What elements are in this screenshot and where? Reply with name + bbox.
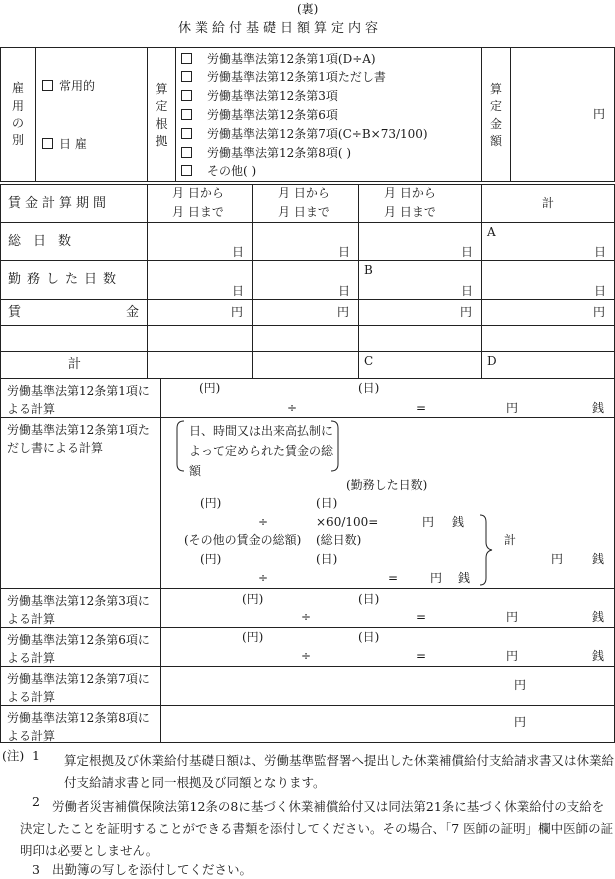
hourly-wage-desc: 日、時間又は出来高払制によって定められた賃金の総額 xyxy=(189,424,334,478)
day-paren: (日) xyxy=(358,630,380,644)
wage-period-label: 賃金計算期間 xyxy=(8,196,111,211)
yen-unit: 円 xyxy=(231,305,244,319)
back-side-label: (裏) xyxy=(297,2,319,16)
day-unit: 日 xyxy=(461,284,474,298)
divide-sign: ÷ xyxy=(287,401,298,415)
day-unit: 日 xyxy=(338,245,351,259)
period-from: 月 日から xyxy=(384,186,436,200)
divide-sign: ÷ xyxy=(301,649,312,663)
wages-label-end: 金 xyxy=(126,305,140,320)
basis-item[interactable]: 労働基準法第12条第8項( ) xyxy=(181,147,351,159)
worked-days-label: 勤務した日数 xyxy=(8,272,123,287)
sen-unit: 銭 xyxy=(592,649,605,663)
period-from: 月 日から xyxy=(172,186,224,200)
sen-unit: 銭 xyxy=(452,515,465,529)
calc-row-label: 労働基準法第12条第6項による計算 xyxy=(7,633,150,665)
note-number: 1 xyxy=(32,748,40,763)
period-to: 月 日まで xyxy=(172,205,224,219)
calc-amount-unit: 円 xyxy=(593,107,606,121)
divide-sign: ÷ xyxy=(301,610,312,624)
period-to: 月 日まで xyxy=(384,205,436,219)
yen-unit: 円 xyxy=(506,401,519,415)
daily-employment-checkbox[interactable]: 日 雇 xyxy=(42,138,87,150)
calc-basis-label: 算 定 根 拠 xyxy=(155,81,168,148)
period-to: 月 日まで xyxy=(278,205,330,219)
checkbox-icon[interactable] xyxy=(181,128,192,139)
note-number: 3 xyxy=(32,862,40,877)
other-wages-paren: (その他の賃金の総額) xyxy=(184,533,302,547)
note-text: 出勤簿の写しを添付してください。 xyxy=(52,862,253,877)
notes-prefix: (注) xyxy=(2,748,25,763)
day-paren: (日) xyxy=(358,592,380,606)
multiplier: ×60/100= xyxy=(316,515,379,529)
total-days-paren: (総日数) xyxy=(316,533,362,547)
left-bracket-icon xyxy=(174,420,186,472)
cell-letter-a: A xyxy=(487,225,496,239)
calc-row-label: 労働基準法第12条第8項による計算 xyxy=(7,711,150,743)
calc-amount-label: 算 定 金 額 xyxy=(489,81,502,148)
basis-item[interactable]: 労働基準法第12条第1項ただし書 xyxy=(181,71,386,83)
form-title: 休業給付基礎日額算定内容 xyxy=(178,21,383,36)
yen-paren: (円) xyxy=(242,592,264,606)
calc-row-label: 労働基準法第12条第3項による計算 xyxy=(7,594,150,626)
day-unit: 日 xyxy=(461,245,474,259)
divide-sign: ÷ xyxy=(258,515,269,529)
yen-unit: 円 xyxy=(460,305,473,319)
wages-label-start: 賃 xyxy=(8,305,22,320)
cell-letter-d: D xyxy=(487,354,497,368)
note-text: 算定根拠及び休業給付基礎日額は、労働基準監督署へ提出した休業補償給付支給請求書又は休業給付支給請求書と同一根拠及び同額となります。 xyxy=(64,753,615,790)
cell-letter-c: C xyxy=(364,354,374,368)
basis-item[interactable]: 労働基準法第12条第7項(C÷B×73/100) xyxy=(181,128,428,140)
yen-unit: 円 xyxy=(506,610,519,624)
sen-unit: 銭 xyxy=(458,571,471,585)
equals-sign: = xyxy=(416,401,427,415)
yen-unit: 円 xyxy=(337,305,350,319)
checkbox-icon[interactable] xyxy=(181,109,192,120)
equals-sign: = xyxy=(388,571,399,585)
yen-paren: (円) xyxy=(200,496,222,510)
regular-employment-checkbox[interactable]: 常用的 xyxy=(42,80,95,92)
calc-row-label: 労働基準法第12条第1項ただし書による計算 xyxy=(7,423,150,455)
divide-sign: ÷ xyxy=(258,571,269,585)
yen-unit: 円 xyxy=(430,571,443,585)
yen-paren: (円) xyxy=(242,630,264,644)
checkbox-icon[interactable] xyxy=(181,90,192,101)
yen-unit: 円 xyxy=(514,715,527,729)
day-unit: 日 xyxy=(232,245,245,259)
day-unit: 日 xyxy=(594,245,607,259)
equals-sign: = xyxy=(416,610,427,624)
checkbox-icon[interactable] xyxy=(42,138,53,149)
sen-unit: 銭 xyxy=(592,401,605,415)
employment-type-label: 雇 用 の 別 xyxy=(11,81,24,148)
day-paren: (日) xyxy=(358,381,380,395)
checkbox-icon[interactable] xyxy=(42,80,53,91)
basis-item[interactable]: 労働基準法第12条第3項 xyxy=(181,90,338,102)
worked-days-paren: (勤務した日数) xyxy=(346,478,428,492)
calc-row-label: 労働基準法第12条第7項による計算 xyxy=(7,672,150,704)
yen-unit: 円 xyxy=(422,515,435,529)
day-unit: 日 xyxy=(232,284,245,298)
basis-item[interactable]: 労働基準法第12条第6項 xyxy=(181,109,338,121)
sen-unit: 銭 xyxy=(592,610,605,624)
equals-sign: = xyxy=(416,649,427,663)
sen-unit: 銭 xyxy=(592,552,605,566)
day-paren: (日) xyxy=(316,552,338,566)
period-from: 月 日から xyxy=(278,186,330,200)
yen-paren: (円) xyxy=(200,552,222,566)
cell-letter-b: B xyxy=(364,263,373,277)
day-paren: (日) xyxy=(316,496,338,510)
yen-unit: 円 xyxy=(506,649,519,663)
yen-paren: (円) xyxy=(199,381,221,395)
checkbox-icon[interactable] xyxy=(181,165,192,176)
sum-label: 計 xyxy=(504,533,517,547)
day-unit: 日 xyxy=(338,284,351,298)
total-column-header: 計 xyxy=(542,196,555,210)
note-text: 労働者災害補償保険法第12条の8に基づく休業補償給付又は同法第21条に基づく休業給付の支給を決定したことを証明することができる書類を添付してください。その場合、「7 医師の証明」欄中医師の証明印は必要としません。 xyxy=(20,799,614,858)
yen-unit: 円 xyxy=(593,305,606,319)
checkbox-icon[interactable] xyxy=(181,71,192,82)
total-days-label: 総日数 xyxy=(8,234,84,249)
checkbox-icon[interactable] xyxy=(181,53,192,64)
right-brace-icon xyxy=(478,514,494,586)
yen-unit: 円 xyxy=(514,678,527,692)
note-number: 2 xyxy=(32,794,40,809)
day-unit: 日 xyxy=(594,284,607,298)
basis-item[interactable]: 労働基準法第12条第1項(D÷A) xyxy=(181,53,376,65)
calc-row-label: 労働基準法第12条第1項による計算 xyxy=(7,384,150,416)
yen-unit: 円 xyxy=(551,552,564,566)
basis-item[interactable]: その他( ) xyxy=(181,165,256,177)
checkbox-icon[interactable] xyxy=(181,147,192,158)
right-bracket-icon xyxy=(329,420,341,472)
sum-label: 計 xyxy=(68,357,82,372)
